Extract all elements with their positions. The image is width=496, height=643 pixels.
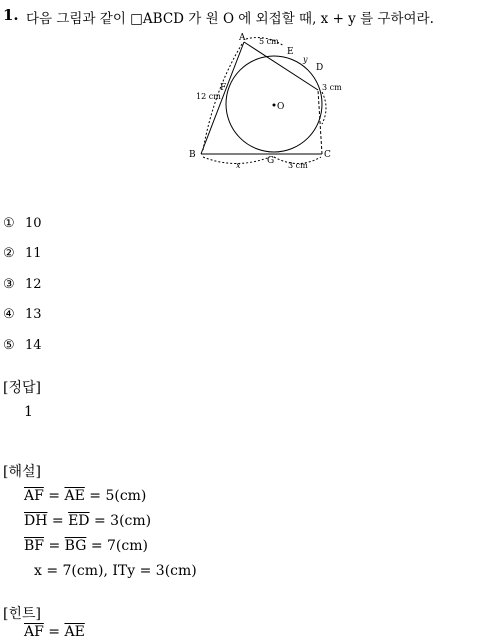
label-g: G xyxy=(267,156,275,166)
solution-final-line: x = 7(cm), ITy = 3(cm) xyxy=(34,563,197,579)
label-e: E xyxy=(287,47,294,57)
label-a: A xyxy=(239,33,246,43)
label-gc-length: 3 cm xyxy=(288,161,308,170)
center-dot xyxy=(273,104,276,107)
segment: $\overline{BG}$ xyxy=(64,538,87,554)
geometry-figure xyxy=(184,28,354,176)
brace-dh xyxy=(322,92,326,124)
label-b: B xyxy=(189,150,196,160)
choice-value: 10 xyxy=(25,216,42,231)
question-number: 1. xyxy=(3,6,19,24)
choice-mark: ② xyxy=(3,246,15,261)
answer-heading: [정답] xyxy=(3,380,41,396)
choice-3[interactable] xyxy=(3,277,42,292)
choice-2[interactable] xyxy=(3,246,42,261)
choice-value: 13 xyxy=(25,307,42,322)
result: = 5(cm) xyxy=(84,488,147,504)
choice-4[interactable] xyxy=(3,307,42,322)
label-d: D xyxy=(316,63,324,73)
label-y: y xyxy=(303,55,308,64)
choice-mark: ③ xyxy=(3,277,15,292)
choice-mark: ⑤ xyxy=(3,338,15,353)
hint-heading: [힌트] xyxy=(3,606,41,622)
label-f: F xyxy=(220,83,227,93)
equals: = xyxy=(43,488,65,504)
equals: = xyxy=(44,538,65,554)
label-x: x xyxy=(236,161,241,170)
choice-value: 11 xyxy=(25,246,42,261)
result: = 7(cm) xyxy=(86,538,148,554)
label-o: O xyxy=(277,102,285,112)
label-dh-length: 3 cm xyxy=(322,83,342,92)
side-da xyxy=(244,42,318,90)
solution-heading: [해설] xyxy=(3,464,41,480)
choice-5[interactable] xyxy=(3,338,42,353)
question-text: 다음 그림과 같이 □ABCD 가 원 O 에 외접할 때, x + y 를 구하여라. xyxy=(26,11,434,27)
segment: $\overline{AF}$ xyxy=(24,624,44,640)
equals: = xyxy=(47,513,69,529)
segment: $\overline{ED}$ xyxy=(68,513,90,529)
label-ae-length: 5 cm xyxy=(259,37,279,46)
hint-line xyxy=(24,624,85,640)
solution-line-1 xyxy=(24,488,146,504)
choice-value: 14 xyxy=(25,338,42,353)
answer-value: 1 xyxy=(24,404,33,420)
choice-value: 12 xyxy=(25,277,42,292)
equals: = xyxy=(43,624,65,640)
solution-line-3 xyxy=(24,538,148,554)
label-ab-length: 12 cm xyxy=(196,92,221,101)
choice-mark: ④ xyxy=(3,307,15,322)
segment: $\overline{AE}$ xyxy=(64,488,85,504)
segment: $\overline{AF}$ xyxy=(24,488,44,504)
choice-mark: ① xyxy=(3,216,15,231)
solution-line-2 xyxy=(24,513,151,529)
choice-1[interactable] xyxy=(3,216,42,231)
segment: $\overline{AE}$ xyxy=(64,624,85,640)
segment: $\overline{BF}$ xyxy=(24,538,45,554)
label-c: C xyxy=(324,150,331,160)
segment: $\overline{DH}$ xyxy=(24,513,48,529)
result: = 3(cm) xyxy=(89,513,152,529)
